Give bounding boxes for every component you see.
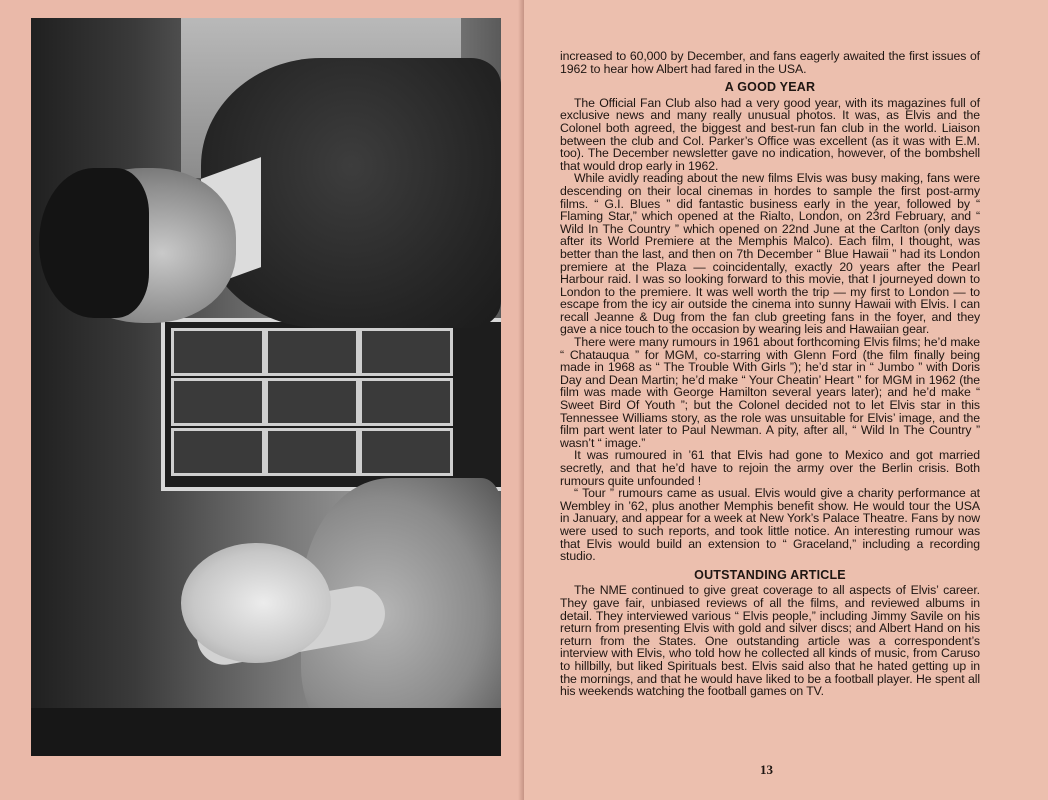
- photo-woman-face: [181, 543, 331, 663]
- window-pane: [265, 428, 359, 476]
- photo-still: [31, 18, 501, 756]
- window-pane: [171, 428, 265, 476]
- article-paragraph: “ Tour ” rumours came as usual. Elvis would give a charity performance at Wembley in ’62, plus another Memphis benefit show. He would tour the USA in January, and appear for a week at New York’s Palace Theatre. Fans by now were used to such reports, and took little notice. An interesting rumour was that Elvis would build an extension to “ Graceland,” including a recording studio.: [560, 486, 980, 564]
- window-pane: [171, 378, 265, 426]
- window-pane: [359, 428, 453, 476]
- window-pane: [359, 378, 453, 426]
- article-paragraph: While avidly reading about the new films Elvis was busy making, fans were descending on their local cinemas in hordes to sample the first post-army films. “ G.I. Blues ” did fantastic business early in the year, followed by “ Flaming Star,” which opened at the Rialto, London, on 23rd February, and “ Wild In The Country ” which opened on 22nd June at the Carlton (only days after its World Premiere at the Memphis Malco). Each film, I thought, was better than the last, and then on 7th December “ Blue Hawaii ” had its London premiere at the Plaza — coincidentally, exactly 20 years after the Pearl Harbour raid. I was so looking forward to this movie, that I journeyed down to London to the premiere. It was well worth the trip — my first to London — to escape from the icy air outside the cinema into sunny Hawaii with Elvis. I can recall Jeanne & Dug from the fan club greeting fans in the foyer, and they gave a nice touch to the occasion by wearing leis and Hawaiian gear.: [560, 171, 980, 337]
- window-pane: [359, 328, 453, 376]
- article-intro: increased to 60,000 by December, and fans eagerly awaited the first issues of 1962 to hear how Albert had fared in the USA.: [560, 49, 980, 76]
- article-text: [560, 50, 980, 698]
- window-pane: [171, 328, 265, 376]
- section-heading-outstanding-article: OUTSTANDING ARTICLE: [694, 567, 846, 582]
- article-paragraph: The NME continued to give great coverage to all aspects of Elvis’ career. They gave fair, unbiased reviews of all the films, and reviewed albums in detail. They interviewed various “ Elvis people,” including Jimmy Savile on his return from presenting Elvis with gold and silver discs; and Albert Hand on his return from the States. One outstanding article was a correspondent’s interview with Elvis, who told how he collected all kinds of music, from Caruso to hillbilly, but liked Spirituals best. Elvis said also that he hated getting up in the mornings, and that he would have liked to be a football player. He spent all his weekends watching the football games on TV.: [560, 583, 980, 699]
- article-paragraph: There were many rumours in 1961 about forthcoming Elvis films; he’d make “ Chatauqua ” for MGM, co-starring with Glenn Ford (the film finally being made in 1968 as “ The Trouble With Girls ”); he’d star in “ Jumbo ” with Doris Day and Dean Martin; he’d make “ Your Cheatin’ Heart ” for MGM in 1962 (the film was made with George Hamilton several years later); and he’d make “ Sweet Bird Of Youth ”; but the Colonel decided not to let Elvis star in this Tennessee Williams story, as the role was unsuitable for Elvis’ image, and the film part went later to Paul Newman. A pity, after all, “ Wild In The Country ” wasn’t “ image.”: [560, 335, 980, 450]
- article-paragraph: It was rumoured in ’61 that Elvis had gone to Mexico and got married secretly, and that he’d have to rejoin the army over the Berlin crisis. Both rumours quite unfounded !: [560, 448, 980, 488]
- photo-man-hair: [39, 168, 149, 318]
- photo-window: [161, 318, 501, 491]
- window-pane: [265, 378, 359, 426]
- window-pane: [265, 328, 359, 376]
- page-number: 13: [760, 762, 773, 777]
- article-paragraph: The Official Fan Club also had a very good year, with its magazines full of exclusive news and many really unusual photos. It was, as Elvis and the Colonel both agreed, the biggest and best-run fan club in the world. Liaison between the club and Col. Parker’s Office was excellent (as it was with E.M. too). The December newsletter gave no indication, however, of the bombshell that would drop early in 1962.: [560, 95, 980, 173]
- photo-floor: [31, 708, 501, 756]
- section-heading-good-year: A GOOD YEAR: [724, 80, 816, 95]
